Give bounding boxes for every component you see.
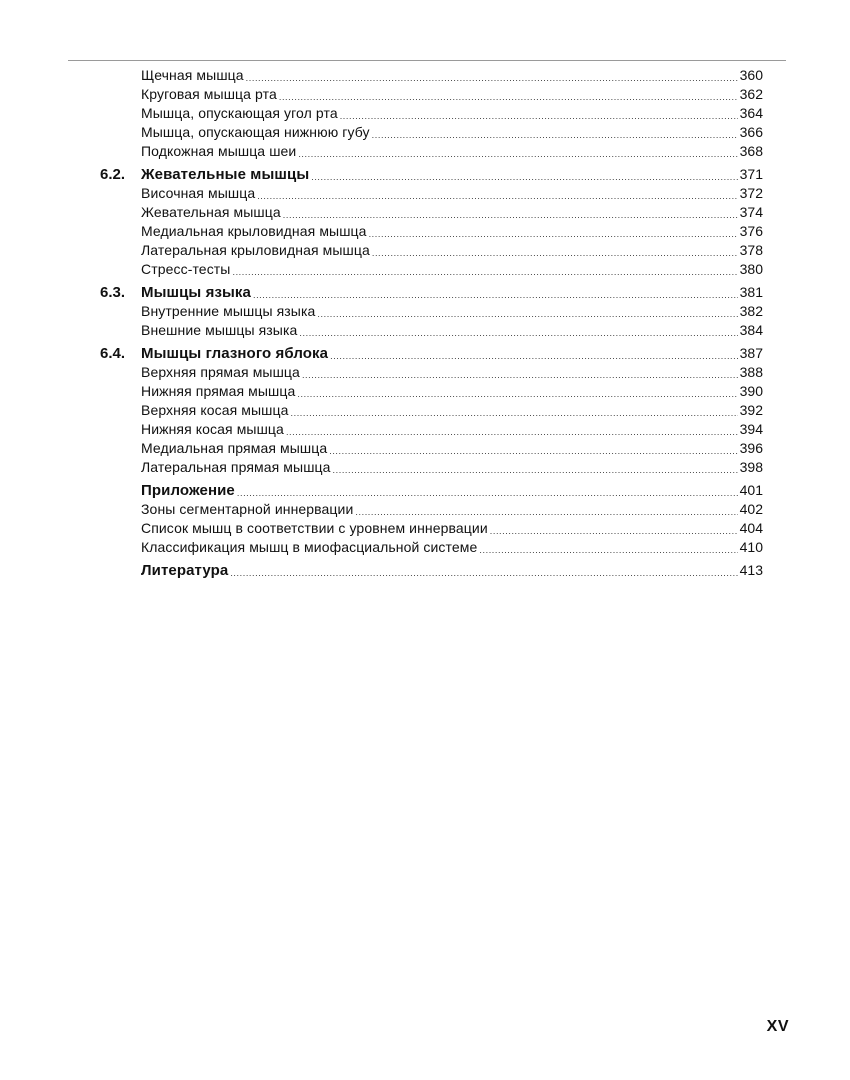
dot-leader bbox=[283, 208, 738, 222]
toc-entry[interactable] bbox=[0, 321, 763, 340]
toc-entry-page: 382 bbox=[739, 303, 763, 319]
toc-entry-page: 362 bbox=[739, 86, 763, 102]
section-number: 6.3. bbox=[100, 284, 126, 301]
dot-leader bbox=[333, 463, 738, 477]
toc-entry-title: Щечная мышца bbox=[141, 67, 244, 83]
section-page: 387 bbox=[739, 345, 763, 361]
dot-leader bbox=[302, 368, 738, 382]
dot-leader bbox=[330, 349, 738, 363]
toc-entry-page: 378 bbox=[739, 242, 763, 258]
dot-leader bbox=[246, 71, 738, 85]
section-number: 6.2. bbox=[100, 166, 126, 183]
toc-entry[interactable] bbox=[0, 203, 763, 222]
dot-leader bbox=[355, 505, 737, 519]
toc-entry-page: 374 bbox=[739, 204, 763, 220]
dot-leader bbox=[291, 406, 738, 420]
dot-leader bbox=[329, 444, 737, 458]
toc-entry[interactable] bbox=[0, 241, 763, 260]
section-title: Приложение bbox=[141, 482, 235, 499]
toc-entry[interactable] bbox=[0, 538, 763, 557]
dot-leader bbox=[232, 265, 737, 279]
top-rule bbox=[68, 60, 786, 61]
dot-leader bbox=[372, 128, 738, 142]
dot-leader bbox=[490, 524, 738, 538]
toc-entry[interactable] bbox=[0, 260, 763, 279]
dot-leader bbox=[297, 387, 737, 401]
toc-section-heading[interactable] bbox=[0, 481, 763, 500]
toc-entry[interactable] bbox=[0, 104, 763, 123]
toc-entry-title: Внутренние мышцы языка bbox=[141, 303, 316, 319]
page-number: XV bbox=[766, 1018, 789, 1035]
toc-entry[interactable] bbox=[0, 401, 763, 420]
toc-entry[interactable] bbox=[0, 123, 763, 142]
dot-leader bbox=[340, 109, 738, 123]
section-title: Жевательные мышцы bbox=[141, 166, 310, 183]
dot-leader bbox=[479, 543, 737, 557]
toc-entry-page: 392 bbox=[739, 402, 763, 418]
toc-section-heading[interactable] bbox=[0, 165, 763, 184]
dot-leader bbox=[317, 307, 737, 321]
section-page: 401 bbox=[739, 482, 763, 498]
dot-leader bbox=[372, 246, 738, 260]
toc-entry[interactable] bbox=[0, 382, 763, 401]
toc-entry-title: Список мышц в соответствии с уровнем иннервации bbox=[141, 520, 488, 536]
toc-entry-page: 368 bbox=[739, 143, 763, 159]
toc-entry-page: 388 bbox=[739, 364, 763, 380]
toc-entry[interactable] bbox=[0, 66, 763, 85]
toc-entry-title: Медиальная прямая мышца bbox=[141, 440, 328, 456]
dot-leader bbox=[286, 425, 738, 439]
toc-section-heading[interactable] bbox=[0, 561, 763, 580]
toc-entry[interactable] bbox=[0, 222, 763, 241]
toc-entry-title: Мышца, опускающая нижнюю губу bbox=[141, 124, 370, 140]
toc-entry[interactable] bbox=[0, 439, 763, 458]
toc-entry-title: Круговая мышца рта bbox=[141, 86, 277, 102]
toc-section-heading[interactable] bbox=[0, 283, 763, 302]
section-page: 371 bbox=[739, 166, 763, 182]
toc-entry-page: 376 bbox=[739, 223, 763, 239]
toc-entry[interactable] bbox=[0, 458, 763, 477]
toc-entry-title: Верхняя косая мышца bbox=[141, 402, 289, 418]
dot-leader bbox=[257, 189, 737, 203]
toc-entry-title: Мышца, опускающая угол рта bbox=[141, 105, 338, 121]
dot-leader bbox=[311, 170, 737, 184]
section-number: 6.4. bbox=[100, 345, 126, 362]
toc-entry[interactable] bbox=[0, 142, 763, 161]
toc-entry-title: Стресс-тесты bbox=[141, 261, 231, 277]
dot-leader bbox=[279, 90, 738, 104]
toc-entry-title: Нижняя косая мышца bbox=[141, 421, 284, 437]
section-page: 381 bbox=[739, 284, 763, 300]
toc-entry-page: 402 bbox=[739, 501, 763, 517]
toc-entry-page: 410 bbox=[739, 539, 763, 555]
section-title: Литература bbox=[141, 562, 229, 579]
toc-entry[interactable] bbox=[0, 184, 763, 203]
toc-entry[interactable] bbox=[0, 302, 763, 321]
toc-entry-page: 398 bbox=[739, 459, 763, 475]
section-title: Мышцы языка bbox=[141, 284, 251, 301]
toc-entry-page: 360 bbox=[739, 67, 763, 83]
toc-section-heading[interactable] bbox=[0, 344, 763, 363]
toc-entry-page: 396 bbox=[739, 440, 763, 456]
toc-entry-title: Жевательная мышца bbox=[141, 204, 281, 220]
toc-entry-title: Внешние мышцы языка bbox=[141, 322, 298, 338]
toc-entry[interactable] bbox=[0, 363, 763, 382]
toc-entry-page: 394 bbox=[739, 421, 763, 437]
toc-entry-title: Верхняя прямая мышца bbox=[141, 364, 300, 380]
toc-entry-page: 366 bbox=[739, 124, 763, 140]
toc-entry-title: Классификация мышц в миофасциальной системе bbox=[141, 539, 478, 555]
toc-entry-title: Нижняя прямая мышца bbox=[141, 383, 296, 399]
dot-leader bbox=[237, 486, 738, 500]
toc-entry-title: Зоны сегментарной иннервации bbox=[141, 501, 354, 517]
dot-leader bbox=[298, 147, 737, 161]
toc-entry[interactable] bbox=[0, 85, 763, 104]
toc-entry-title: Височная мышца bbox=[141, 185, 256, 201]
section-page: 413 bbox=[739, 562, 763, 578]
table-of-contents bbox=[0, 66, 850, 580]
dot-leader bbox=[369, 227, 738, 241]
toc-entry[interactable] bbox=[0, 420, 763, 439]
toc-entry[interactable] bbox=[0, 500, 763, 519]
toc-entry-title: Латеральная прямая мышца bbox=[141, 459, 331, 475]
dot-leader bbox=[230, 566, 737, 580]
section-title: Мышцы глазного яблока bbox=[141, 345, 329, 362]
dot-leader bbox=[299, 326, 737, 340]
toc-entry-page: 380 bbox=[739, 261, 763, 277]
toc-entry-page: 372 bbox=[739, 185, 763, 201]
toc-entry[interactable] bbox=[0, 519, 763, 538]
toc-entry-page: 404 bbox=[739, 520, 763, 536]
dot-leader bbox=[253, 288, 738, 302]
toc-entry-title: Латеральная крыловидная мышца bbox=[141, 242, 370, 258]
toc-entry-page: 390 bbox=[739, 383, 763, 399]
toc-entry-title: Медиальная крыловидная мышца bbox=[141, 223, 367, 239]
toc-entry-page: 364 bbox=[739, 105, 763, 121]
toc-entry-title: Подкожная мышца шеи bbox=[141, 143, 297, 159]
toc-entry-page: 384 bbox=[739, 322, 763, 338]
